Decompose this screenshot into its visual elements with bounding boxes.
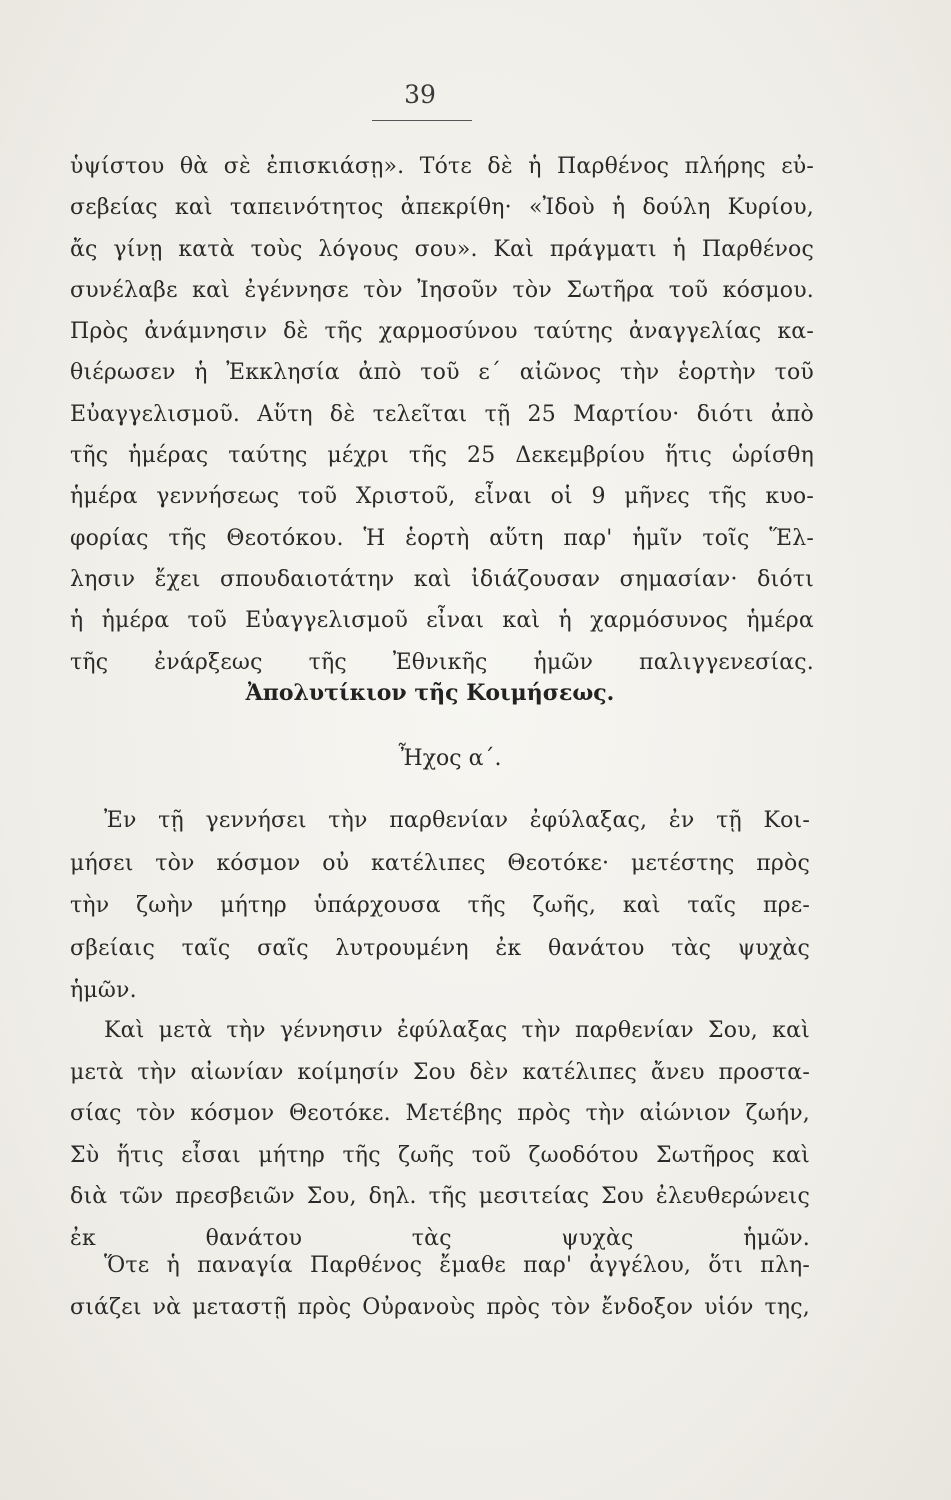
- text-line: ἐκ θανάτου τὰς ψυχὰς ἡμῶν.: [70, 1225, 810, 1251]
- page-number: 39: [404, 80, 436, 109]
- text-line: Ὅτε ἡ παναγία Παρθένος ἔμαθε παρ' ἀγγέλου, ὅτι πλη-: [104, 1253, 810, 1278]
- text-line: τῆς ἡμέρας ταύτης μέχρι τῆς 25 Δεκεμβρίου ἥτις ὡρίσθη: [70, 443, 814, 469]
- text-line: λησιν ἔχει σπουδαιοτάτην καὶ ἰδιάζουσαν σημασίαν· διότι: [70, 566, 814, 592]
- text-line: Εὐαγγελισμοῦ. Αὕτη δὲ τελεῖται τῇ 25 Μαρτίου· διότι ἀπὸ: [70, 401, 814, 427]
- paragraph-translation: [70, 1010, 810, 1259]
- text-line: σβείαις ταῖς σαῖς λυτρουμένη ἐκ θανάτου τὰς ψυχὰς: [70, 935, 810, 961]
- text-line: Σὺ ἥτις εἶσαι μήτηρ τῆς ζωῆς τοῦ ζωοδότου Σωτῆρος καὶ: [70, 1142, 810, 1168]
- paragraph-apolytikion: [70, 800, 810, 1013]
- paragraph-dormition: [70, 1245, 810, 1328]
- section-heading: Ἀπολυτίκιον τῆς Κοιμήσεως.: [245, 680, 615, 706]
- section-subheading: Ἦχος α΄.: [398, 746, 502, 771]
- text-line: θιέρωσεν ἡ Ἐκκλησία ἀπὸ τοῦ ε΄ αἰῶνος τὴν ἑορτὴν τοῦ: [70, 360, 814, 386]
- text-line: ἡ ἡμέρα τοῦ Εὐαγγελισμοῦ εἶναι καὶ ἡ χαρμόσυνος ἡμέρα: [70, 608, 814, 634]
- page-number-rule: [372, 120, 472, 121]
- text-line: σιάζει νὰ μεταστῇ πρὸς Οὐρανοὺς πρὸς τὸν ἔνδοξον υἱόν της,: [70, 1294, 810, 1320]
- paragraph-annunciation: [70, 146, 814, 683]
- text-line: Καὶ μετὰ τὴν γέννησιν ἐφύλαξας τὴν παρθενίαν Σου, καὶ: [104, 1018, 810, 1043]
- text-line: φορίας τῆς Θεοτόκου. Ἡ ἑορτὴ αὕτη παρ' ἡμῖν τοῖς Ἕλ-: [70, 525, 814, 551]
- text-line: Ἐν τῇ γεννήσει τὴν παρθενίαν ἐφύλαξας, ἐν τῇ Κοι-: [104, 808, 810, 833]
- text-line: συνέλαβε καὶ ἐγέννησε τὸν Ἰησοῦν τὸν Σωτῆρα τοῦ κόσμου.: [70, 277, 814, 303]
- text-line: τὴν ζωὴν μήτηρ ὑπάρχουσα τῆς ζωῆς, καὶ ταῖς πρε-: [70, 893, 810, 918]
- text-line: ἡμέρα γεννήσεως τοῦ Χριστοῦ, εἶναι οἱ 9 μῆνες τῆς κυο-: [70, 484, 814, 510]
- text-line: τῆς ἐνάρξεως τῆς Ἐθνικῆς ἡμῶν παλιγγενεσίας.: [70, 649, 814, 675]
- text-line: Πρὸς ἀνάμνησιν δὲ τῆς χαρμοσύνου ταύτης ἀναγγελίας κα-: [70, 319, 814, 345]
- text-line: ὑψίστου θὰ σὲ ἐπισκιάσῃ». Τότε δὲ ἡ Παρθένος πλήρης εὐ-: [70, 154, 814, 179]
- text-line: σεβείας καὶ ταπεινότητος ἀπεκρίθη· «Ἰδοὺ ἡ δούλη Κυρίου,: [70, 195, 814, 221]
- text-line: ἡμῶν.: [70, 978, 137, 1003]
- text-line: μετὰ τὴν αἰωνίαν κοίμησίν Σου δὲν κατέλιπες ἄνευ προστα-: [70, 1059, 810, 1085]
- text-line: διὰ τῶν πρεσβειῶν Σου, δηλ. τῆς μεσιτείας Σου ἐλευθερώνεις: [70, 1184, 810, 1209]
- text-line: σίας τὸν κόσμον Θεοτόκε. Μετέβης πρὸς τὴν αἰώνιον ζωήν,: [70, 1101, 810, 1126]
- text-line: ἄς γίνῃ κατὰ τοὺς λόγους σου». Καὶ πράγματι ἡ Παρθένος: [70, 236, 814, 262]
- text-line: μήσει τὸν κόσμον οὐ κατέλιπες Θεοτόκε· μετέστης πρὸς: [70, 850, 810, 876]
